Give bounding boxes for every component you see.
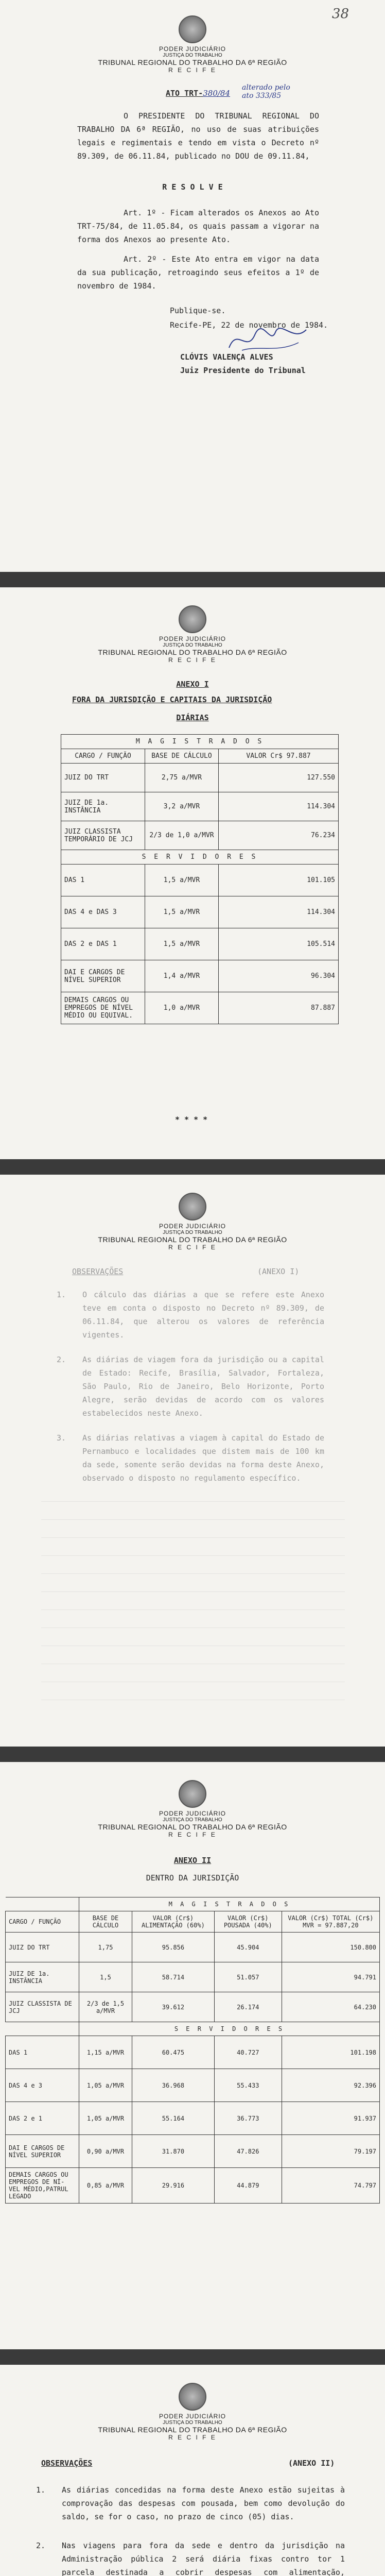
coat-of-arms-seal [179, 2383, 206, 2411]
cell-base: 1,75 [79, 1933, 132, 1962]
cell-cargo: JUIZ DE 1a. INSTÂNCIA [6, 1962, 79, 1992]
letterhead-line3: TRIBUNAL REGIONAL DO TRABALHO DA 6ª REGIÃO [98, 1235, 287, 1244]
article-2: Art. 2º - Este Ato entra em vigor na data da sua publicação, retroagindo seus efeitos a 1º de novembro de 1984. [77, 255, 319, 291]
act-title-label: ATO TRT- [166, 89, 203, 98]
letterhead-line2: JUSTIÇA DO TRABALHO [163, 1817, 222, 1823]
table-row [6, 2102, 380, 2135]
cell-v1: 39.612 [132, 1992, 215, 2022]
cell-total: 74.797 [282, 2168, 379, 2204]
item-text: As diárias concedidas na forma deste Anexo estão sujeitas à comprovação das despesas com pousada, bem como devolução do saldo, se for o caso, no prazo de cinco (05) dias. [62, 2485, 345, 2521]
cell-base: 1,5 [79, 1962, 132, 1992]
cell-v1: 58.714 [132, 1962, 215, 1992]
cell-cargo: DEMAIS CARGOS OU EMPREGOS DE NÍVEL MÉDIO OU EQUIVAL. [61, 992, 145, 1024]
item-number: 2. [57, 1355, 66, 1364]
list-item [36, 2483, 345, 2523]
cell-total: 92.396 [282, 2069, 379, 2102]
bleed-through-faint-table [41, 1484, 345, 1700]
letterhead-line1: PODER JUDICIÁRIO [159, 45, 226, 53]
letterhead-line4: R E C I F E [168, 1831, 217, 1838]
annex-title: ANEXO II [173, 1856, 212, 1865]
cell-base: 2/3 de 1,0 a/MVR [145, 821, 219, 850]
letterhead-line2: JUSTIÇA DO TRABALHO [163, 53, 222, 58]
table-row [6, 1992, 380, 2022]
publique-se: Publique-se. [170, 306, 226, 315]
list-item [57, 1353, 324, 1420]
item-number: 1. [57, 1290, 66, 1299]
letterhead-line1: PODER JUDICIÁRIO [159, 1810, 226, 1817]
act-number: 380/84 [203, 89, 231, 98]
document-page-4 [0, 1762, 385, 2349]
annex-subtitle: DENTRO DA JURISDIÇÃO [146, 1873, 239, 1883]
item-number: 1. [36, 2485, 46, 2495]
cell-v2: 51.057 [214, 1962, 282, 1992]
signer-title: Juiz Presidente do Tribunal [180, 366, 306, 375]
col-cargo: CARGO / FUNÇÃO [6, 1911, 79, 1933]
cell-base: 2/3 de 1,5 a/MVR [79, 1992, 132, 2022]
table-row [6, 2036, 380, 2069]
item-text: Nas viagens para fora da sede e dentro da jurisdição na Administração pública 2 será diária fixas contro tor 1 parcela destinada a cobrir despesas com alimentação, [62, 2541, 345, 2576]
letterhead-line3: TRIBUNAL REGIONAL DO TRABALHO DA 6ª REGIÃO [98, 2426, 287, 2434]
letterhead-line1: PODER JUDICIÁRIO [159, 1223, 226, 1230]
coat-of-arms-seal [179, 1193, 206, 1221]
cell-cargo: DEMAIS CARGOS OU EMPREGOS DE NÍ- VEL MÉDIO,PATRUL LEGADO [6, 2168, 79, 2204]
cell-cargo: DAS 2 e DAS 1 [61, 928, 145, 960]
cell-cargo: JUIZ DE 1a. INSTÂNCIA [61, 792, 145, 821]
table-row [61, 992, 339, 1024]
coat-of-arms-seal [179, 1780, 206, 1808]
cell-v1: 29.916 [132, 2168, 215, 2204]
cell-v2: 45.904 [214, 1933, 282, 1962]
signer-name: CLÓVIS VALENÇA ALVES [180, 352, 273, 362]
annex-reference: (ANEXO I) [257, 1267, 300, 1276]
col-valor: VALOR Cr$ 97.887 [219, 749, 339, 764]
annex-title: ANEXO I [176, 680, 209, 689]
document-page-1 [0, 0, 385, 572]
act-title [166, 87, 230, 100]
cell-v1: 31.870 [132, 2135, 215, 2168]
annex-reference: (ANEXO II) [288, 2459, 335, 2468]
col-base: BASE DE CÁLCULO [145, 749, 219, 764]
cell-valor: 101.105 [219, 865, 339, 896]
cell-valor: 87.887 [219, 992, 339, 1024]
letterhead-line4: R E C I F E [168, 2434, 217, 2441]
diarias-table [61, 734, 339, 1024]
col-alimentacao: VALOR (Cr$) ALIMENTAÇÃO (60%) [132, 1911, 215, 1933]
item-number: 3. [57, 1433, 66, 1443]
cell-base: 1,05 a/MVR [79, 2069, 132, 2102]
table-row [6, 1933, 380, 1962]
cell-total: 91.937 [282, 2102, 379, 2135]
cell-base: 0,85 a/MVR [79, 2168, 132, 2204]
cell-cargo: DAS 4 e 3 [6, 2069, 79, 2102]
observations-list [36, 2483, 345, 2576]
cell-total: 101.198 [282, 2036, 379, 2069]
letterhead-line2: JUSTIÇA DO TRABALHO [163, 2420, 222, 2426]
cell-cargo: DAS 1 [61, 865, 145, 896]
page-number: 38 [331, 6, 349, 22]
cell-valor: 114.304 [219, 792, 339, 821]
magistrates-header: M A G I S T R A D O S [79, 1897, 380, 1911]
cell-cargo: JUIZ DO TRT [6, 1933, 79, 1962]
list-item [57, 1288, 324, 1342]
table-row [6, 1962, 380, 1992]
letterhead-line4: R E C I F E [168, 656, 217, 664]
letterhead-line3: TRIBUNAL REGIONAL DO TRABALHO DA 6ª REGIÃO [98, 648, 287, 656]
cell-v1: 95.856 [132, 1933, 215, 1962]
letterhead-line1: PODER JUDICIÁRIO [159, 2413, 226, 2420]
article-1: Art. 1º - Ficam alterados os Anexos ao Ato TRT-75/84, de 11.05.84, os quais passam a vigorar na forma dos Anexos ao presente Ato. [77, 208, 319, 244]
letterhead-line2: JUSTIÇA DO TRABALHO [163, 642, 222, 648]
col-total: VALOR (Cr$) TOTAL (Cr$) MVR = 97.887,20 [282, 1911, 379, 1933]
cell-total: 79.197 [282, 2135, 379, 2168]
observations-list [57, 1288, 324, 1496]
letterhead [0, 1193, 385, 1251]
cell-v1: 36.968 [132, 2069, 215, 2102]
item-number: 2. [36, 2541, 46, 2550]
servants-header: S E R V I D O R E S [61, 850, 339, 865]
annex-subtitle: FORA DA JURISDIÇÃO E CAPITAIS DA JURISDIÇÃO [72, 695, 272, 704]
cell-v2: 26.174 [214, 1992, 282, 2022]
cell-base: 1,05 a/MVR [79, 2102, 132, 2135]
letterhead-line4: R E C I F E [168, 1244, 217, 1251]
cell-base: 0,90 a/MVR [79, 2135, 132, 2168]
cell-base: 1,0 a/MVR [145, 992, 219, 1024]
cell-valor: 96.304 [219, 960, 339, 992]
table-row [6, 2069, 380, 2102]
table-row [6, 2135, 380, 2168]
cell-base: 3,2 a/MVR [145, 792, 219, 821]
cell-base: 2,75 a/MVR [145, 764, 219, 792]
letterhead [0, 605, 385, 664]
act-preamble: O PRESIDENTE DO TRIBUNAL REGIONAL DO TRABALHO DA 6ª REGIÃO, no uso de suas atribuições legais e regimentais e tendo em vista o Decreto nº 89.309, de 06.11.84, publicado no DOU de 09.11.84, [77, 111, 319, 161]
observations-title: OBSERVAÇÕES [41, 2459, 93, 2468]
letterhead [0, 2383, 385, 2441]
cell-base: 1,5 a/MVR [145, 865, 219, 896]
letterhead-line2: JUSTIÇA DO TRABALHO [163, 1230, 222, 1235]
cell-cargo: JUIZ CLASSISTA TEMPORÁRIO DE JCJ [61, 821, 145, 850]
col-base: BASE DE CÁLCULO [79, 1911, 132, 1933]
letterhead-line3: TRIBUNAL REGIONAL DO TRABALHO DA 6ª REGIÃO [98, 58, 287, 66]
cell-cargo: JUIZ DO TRT [61, 764, 145, 792]
letterhead [0, 1780, 385, 1838]
resolve-heading: R E S O L V E [162, 182, 223, 192]
cell-v2: 47.826 [214, 2135, 282, 2168]
document-page-2 [0, 587, 385, 1159]
observations-title: OBSERVAÇÕES [72, 1267, 124, 1276]
col-pousada: VALOR (Cr$) POUSADA (40%) [214, 1911, 282, 1933]
cell-valor: 114.304 [219, 896, 339, 928]
coat-of-arms-seal [179, 605, 206, 633]
servants-header: S E R V I D O R E S [79, 2022, 380, 2036]
item-text: O cálculo das diárias a que se refere este Anexo teve em conta o disposto no Decreto nº 89.309, de 06.11.84, que alterou os valores de referência vigentes. [82, 1290, 324, 1340]
table-row [61, 865, 339, 896]
place-and-date: Recife-PE, 22 de novembro de 1984. [170, 320, 328, 330]
cell-v2: 44.879 [214, 2168, 282, 2204]
end-mark: * * * * [175, 1115, 208, 1124]
cell-cargo: DAI E CARGOS DE NÍVEL SUPERIOR [6, 2135, 79, 2168]
letterhead-line3: TRIBUNAL REGIONAL DO TRABALHO DA 6ª REGIÃO [98, 1823, 287, 1831]
section-title: DIÁRIAS [176, 713, 209, 722]
table-row [6, 2168, 380, 2204]
table-row [61, 928, 339, 960]
cell-cargo: DAS 1 [6, 2036, 79, 2069]
letterhead [0, 15, 385, 74]
col-cargo: CARGO / FUNÇÃO [61, 749, 145, 764]
table-row [61, 821, 339, 850]
letterhead-line1: PODER JUDICIÁRIO [159, 635, 226, 642]
document-page-3 [0, 1175, 385, 1747]
item-text: As diárias de viagem fora da jurisdição ou a capital de Estado: Recife, Brasília, Salvador, Fortaleza, São Paulo, Rio de Janeiro, Belo Horizonte, Porto Alegre, serão devidas de acordo com os valores estabelecidos neste Anexo. [82, 1355, 324, 1418]
cell-cargo: DAI E CARGOS DE NÍVEL SUPERIOR [61, 960, 145, 992]
cell-cargo: JUIZ CLASSISTA DE JCJ [6, 1992, 79, 2022]
document-page-5 [0, 2365, 385, 2576]
table-row [61, 792, 339, 821]
diarias-table-2 [5, 1897, 380, 2204]
table-row [61, 764, 339, 792]
list-item [36, 2539, 345, 2576]
cell-valor: 76.234 [219, 821, 339, 850]
cell-total: 64.230 [282, 1992, 379, 2022]
letterhead-line4: R E C I F E [168, 66, 217, 74]
cell-cargo: DAS 2 e 1 [6, 2102, 79, 2135]
cell-base: 1,5 a/MVR [145, 896, 219, 928]
cell-v2: 55.433 [214, 2069, 282, 2102]
cell-v1: 55.164 [132, 2102, 215, 2135]
cell-base: 1,15 a/MVR [79, 2036, 132, 2069]
handwritten-annotation: alterado pelo ato 333/85 [242, 83, 290, 100]
cell-total: 94.791 [282, 1962, 379, 1992]
cell-base: 1,5 a/MVR [145, 928, 219, 960]
table-row [61, 960, 339, 992]
cell-v2: 40.727 [214, 2036, 282, 2069]
item-text: As diárias relativas a viagem à capital do Estado de Pernambuco e localidades que distem mais de 100 km da sede, somente serão devidas na forma deste Anexo, observado o disposto no regulamento específico. [82, 1433, 324, 1483]
table-row [61, 896, 339, 928]
cell-total: 150.800 [282, 1933, 379, 1962]
cell-valor: 127.550 [219, 764, 339, 792]
coat-of-arms-seal [179, 15, 206, 43]
cell-v1: 60.475 [132, 2036, 215, 2069]
cell-valor: 105.514 [219, 928, 339, 960]
cell-base: 1,4 a/MVR [145, 960, 219, 992]
cell-cargo: DAS 4 e DAS 3 [61, 896, 145, 928]
cell-v2: 36.773 [214, 2102, 282, 2135]
list-item [57, 1431, 324, 1485]
magistrates-header: M A G I S T R A D O S [61, 735, 339, 749]
